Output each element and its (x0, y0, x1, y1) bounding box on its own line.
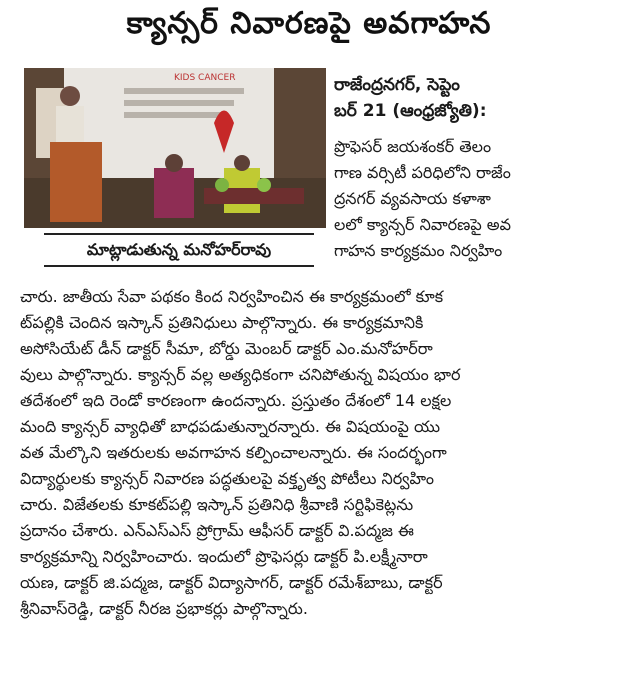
body-line: ట్‌పల్లికి చెందిన ఇస్కాన్ ప్రతినిధులు పాల్గొన్నారు. ఈ కార్యక్రమానికి (20, 313, 424, 332)
body-line: చారు. జాతీయ సేవా పథకం కింద నిర్వహించిన ఈ కార్యక్రమంలో కూక (20, 287, 444, 306)
body-line: వులు పాల్గొన్నారు. క్యాన్సర్ వల్ల అత్యధికంగా చనిపోతున్న విషయం భార (20, 365, 461, 384)
body-line: కార్యక్రమాన్ని నిర్వహించారు. ఇందులో ప్రొఫెసర్లు డాక్టర్ పి.లక్ష్మీనారా (20, 547, 428, 566)
body-line: గాహన కార్యక్రమం నిర్వహిం (334, 241, 503, 260)
body-line: అసోసియేట్ డీన్ డాక్టర్ సీమా, బోర్డు మెంబర్ డాక్టర్ ఎం.మనోహర్‌రా (20, 339, 433, 358)
body-line: విద్యార్థులకు క్యాన్సర్ నివారణ పద్ధతులపై వక్తృత్వ పోటీలు నిర్వహిం (20, 469, 434, 488)
body-line: వత మేల్కొని ఇతరులకు అవగాహన కల్పించాలన్నారు. ఈ సందర్భంగా (20, 443, 447, 462)
body-line: చారు. విజేతలకు కూకట్‌పల్లి ఇస్కాన్ ప్రతినిధి శ్రీవాణి సర్టిఫికెట్లను (20, 495, 414, 514)
news-photo (24, 68, 326, 228)
body-line: శ్రీనివాస్‌రెడ్డి, డాక్టర్ నీరజ ప్రభాకర్లు పాల్గొన్నారు. (20, 599, 308, 618)
body-line: గాణ వర్సిటీ పరిధిలోని రాజేం (334, 163, 511, 182)
banner-text: KIDS CANCER (174, 73, 236, 83)
photo-illustration (24, 68, 326, 228)
body-line: ద్రనగర్ వ్యవసాయ కళాశా (334, 189, 491, 208)
body-line: లలో క్యాన్సర్ నివారణపై అవ (334, 215, 511, 234)
dateline-line: బర్ 21 (ఆంధ్రజ్యోతి): (334, 101, 487, 121)
body-line: యణ, డాక్టర్ జి.పద్మజ, డాక్టర్ విద్యాసాగర్, డాక్టర్ రమేశ్‌బాబు, డాక్టర్ (20, 573, 443, 592)
body-line: మంది క్యాన్సర్ వ్యాధితో బాధపడుతున్నారన్నారు. ఈ విషయంపై యు (20, 417, 441, 436)
body-line: ప్రదానం చేశారు. ఎన్ఎస్ఎస్ ప్రోగ్రామ్ ఆఫీసర్ డాక్టర్ వి.పద్మజ ఈ (20, 521, 414, 540)
body-line: తదేశంలో ఇది రెండో కారణంగా ఉందన్నారు. ప్రస్తుతం దేశంలో 14 లక్షల (20, 391, 452, 410)
dateline-line: రాజేంద్రనగర్, సెప్టెం (334, 75, 460, 95)
body-line: ప్రొఫెసర్ జయశంకర్ తెలం (334, 137, 492, 156)
headline: క్యాన్సర్ నివారణపై అవగాహన (126, 6, 492, 41)
photo-caption: మాట్లాడుతున్న మనోహర్‌రావు (44, 233, 314, 267)
